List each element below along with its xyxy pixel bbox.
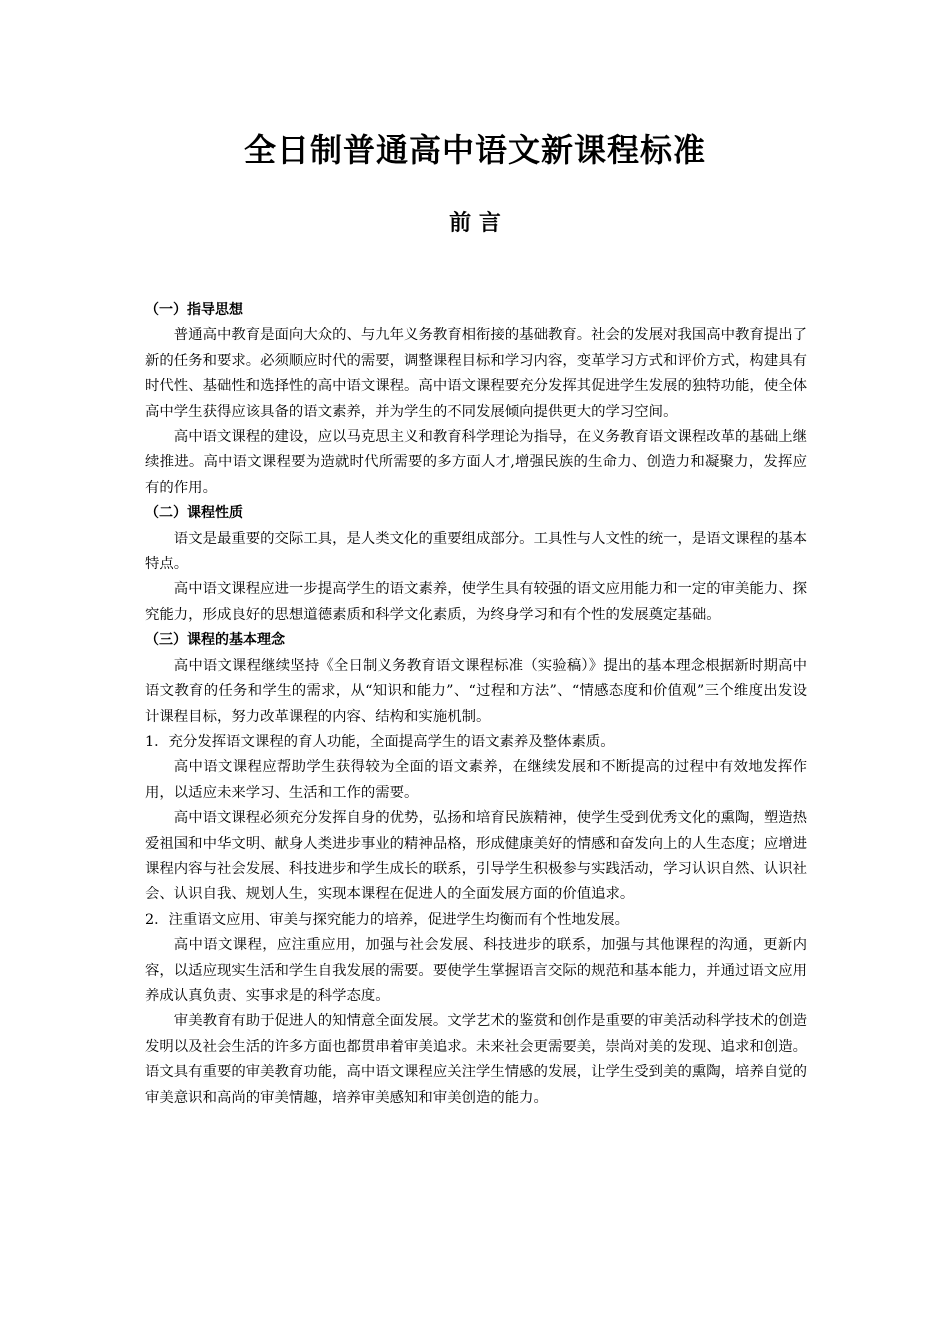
paragraph: 高中语文课程应进一步提高学生的语文素养，使学生具有较强的语文应用能力和一定的审美能力、探究能力，形成良好的思想道德素质和科学文化素质，为终身学习和有个性的发展奠定基础。 xyxy=(145,581,807,623)
paragraph: 高中语文课程的建设，应以马克思主义和教育科学理论为指导，在义务教育语文课程改革的基础上继续推进。高中语文课程要为造就时代所需要的多方面人才,增强民族的生命力、创造力和凝聚力，发挥应有的作用。 xyxy=(145,429,807,496)
paragraph: 高中语文课程继续坚持《全日制义务教育语文课程标准（实验稿）》提出的基本理念根据新时期高中语文教育的任务和学生的需求，从“知识和能力”、“过程和方法”、“情感态度和价值观”三个维度出发设计课程目标，努力改革课程的内容、结构和实施机制。 xyxy=(145,657,807,725)
section-heading: （二）课程性质 xyxy=(145,505,243,522)
document-title: 全日制普通高中语文新课程标准 xyxy=(243,131,706,169)
section-title-preface: 前 言 xyxy=(449,211,501,236)
numbered-item: 1．充分发挥语文课程的育人功能，全面提高学生的语文素养及整体素质。 xyxy=(145,733,615,750)
paragraph: 语文是最重要的交际工具，是人类文化的重要组成部分。工具性与人文性的统一，是语文课程的基本特点。 xyxy=(145,530,807,573)
paragraph: 高中语文课程必须充分发挥自身的优势，弘扬和培育民族精神，使学生受到优秀文化的熏陶，塑造热爱祖国和中华文明、献身人类进步事业的精神品格，形成健康美好的情感和奋发向上的人生态度；应增进课程内容与社会发展、科技进步和学生成长的联系，引导学生积极参与实践活动，学习认识自然、认识社会、认识自我、规划人生，实现本课程在促进人的全面发展方面的价值追求。 xyxy=(145,810,807,903)
paragraph: 审美教育有助于促进人的知情意全面发展。文学艺术的鉴赏和创作是重要的审美活动科学技术的创造发明以及社会生活的许多方面也都贯串着审美追求。未来社会更需要美，崇尚对美的发现、追求和创造。语文具有重要的审美教育功能，高中语文课程应关注学生情感的发展，让学生受到美的熏陶，培养自觉的审美意识和高尚的审美情趣，培养审美感知和审美创造的能力。 xyxy=(145,1013,807,1106)
section-heading: （三）课程的基本理念 xyxy=(145,632,285,649)
paragraph: 高中语文课程，应注重应用，加强与社会发展、科技进步的联系，加强与其他课程的沟通，更新内容，以适应现实生活和学生自我发展的需要。要使学生掌握语言交际的规范和基本能力，并通过语文应用养成认真负责、实事求是的科学态度。 xyxy=(145,937,807,1004)
numbered-item: 2．注重语文应用、审美与探究能力的培养，促进学生均衡而有个性地发展。 xyxy=(145,911,630,928)
section-heading: （一）指导思想 xyxy=(145,302,243,318)
document-body xyxy=(145,298,807,1111)
paragraph: 普通高中教育是面向大众的、与九年义务教育相衔接的基础教育。社会的发展对我国高中教育提出了新的任务和要求。必须顺应时代的需要，调整课程目标和学习内容，变革学习方式和评价方式，构建具有时代性、基础性和选择性的高中语文课程。高中语文课程要充分发挥其促进学生发展的独特功能，使全体高中学生获得应该具备的语文素养，并为学生的不同发展倾向提供更大的学习空间。 xyxy=(145,327,807,420)
paragraph: 高中语文课程应帮助学生获得较为全面的语文素养，在继续发展和不断提高的过程中有效地发挥作用，以适应未来学习、生活和工作的需要。 xyxy=(145,759,807,801)
